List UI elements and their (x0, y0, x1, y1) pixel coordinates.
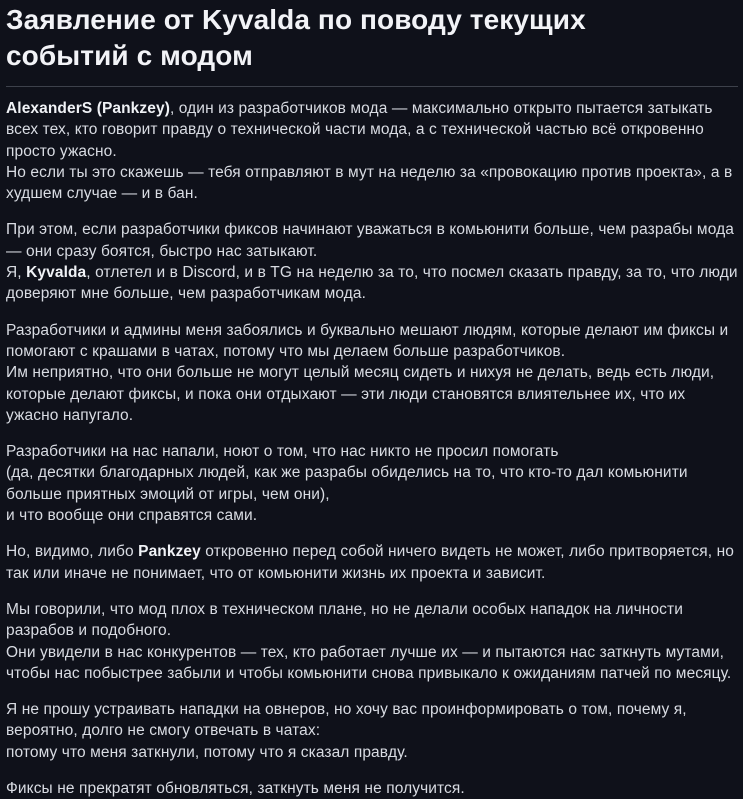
page-title: Заявление от Kyvalda по поводу текущих событий с модом (6, 4, 586, 71)
title-divider (6, 86, 738, 87)
paragraph: Разработчики и админы меня забоялись и буквально мешают людям, которые делают им фиксы и помогают с крашами в чатах, потому что мы делаем больше разработчиков. Им неприятно, что они больше не могут целый месяц сидеть и нихуя не делать, ведь есть люди, которые делают фиксы, и пока они отдыхают — эти люди становятся влиятельнее их, что их ужасно напугало. (6, 321, 729, 424)
bold-name: AlexanderS (Pankzey) (6, 100, 170, 117)
paragraph: Но, видимо, либо Pankzey откровенно перед собой ничего видеть не может, либо притворяется, но так или иначе не понимает, что от комьюнити жизнь их проекта и зависит. (6, 543, 734, 582)
article-body (6, 98, 738, 799)
paragraph: Мы говорили, что мод плох в техническом плане, но не делали особых нападок на личности разрабов и подобного. Они увидели в нас конкурентов — тех, кто работает лучше их — и пытаются нас заткнуть мутами, чтобы нас побыстрее забыли и чтобы комьюнити снова привыкало к ожиданиям патчей по месяцу. (6, 600, 732, 682)
paragraph: При этом, если разработчики фиксов начинают уважаться в комьюнити больше, чем разрабы мода — они сразу боятся, быстро нас затыкают. Я, Kyvalda, отлетел и в Discord, и в TG на неделю за то, что посмел сказать правду, за то, что люди доверяют мне больше, чем разработчикам мода. (6, 221, 738, 303)
paragraph: Я не прошу устраивать нападки на овнеров, но хочу вас проинформировать о том, почему я, вероятно, долго не смогу отвечать в чатах: потому что меня заткнули, потому что я сказал правду. (6, 701, 687, 761)
paragraph: Фиксы не прекратят обновляться, заткнуть меня не получится. (6, 780, 465, 798)
paragraph: Разработчики на нас напали, ноют о том, что нас никто не просил помогать (да, десятки благодарных людей, как же разрабы обиделись на то, что кто-то дал комьюнити больше приятных эмоций от игры, чем они), и что вообще они справятся сами. (6, 443, 688, 525)
bold-name: Pankzey (138, 543, 201, 561)
bold-name: Kyvalda (26, 264, 87, 282)
paragraph: AlexanderS (Pankzey), один из разработчиков мода — максимально открыто пытается затыкать всех тех, кто говорит правду о технической части мода, а с технической частью всё откровенно просто ужасно. Но если ты это скажешь — тебя отправляют в мут на неделю за «провокацию против проекта», а в худшем случае — и в бан. (6, 100, 733, 203)
